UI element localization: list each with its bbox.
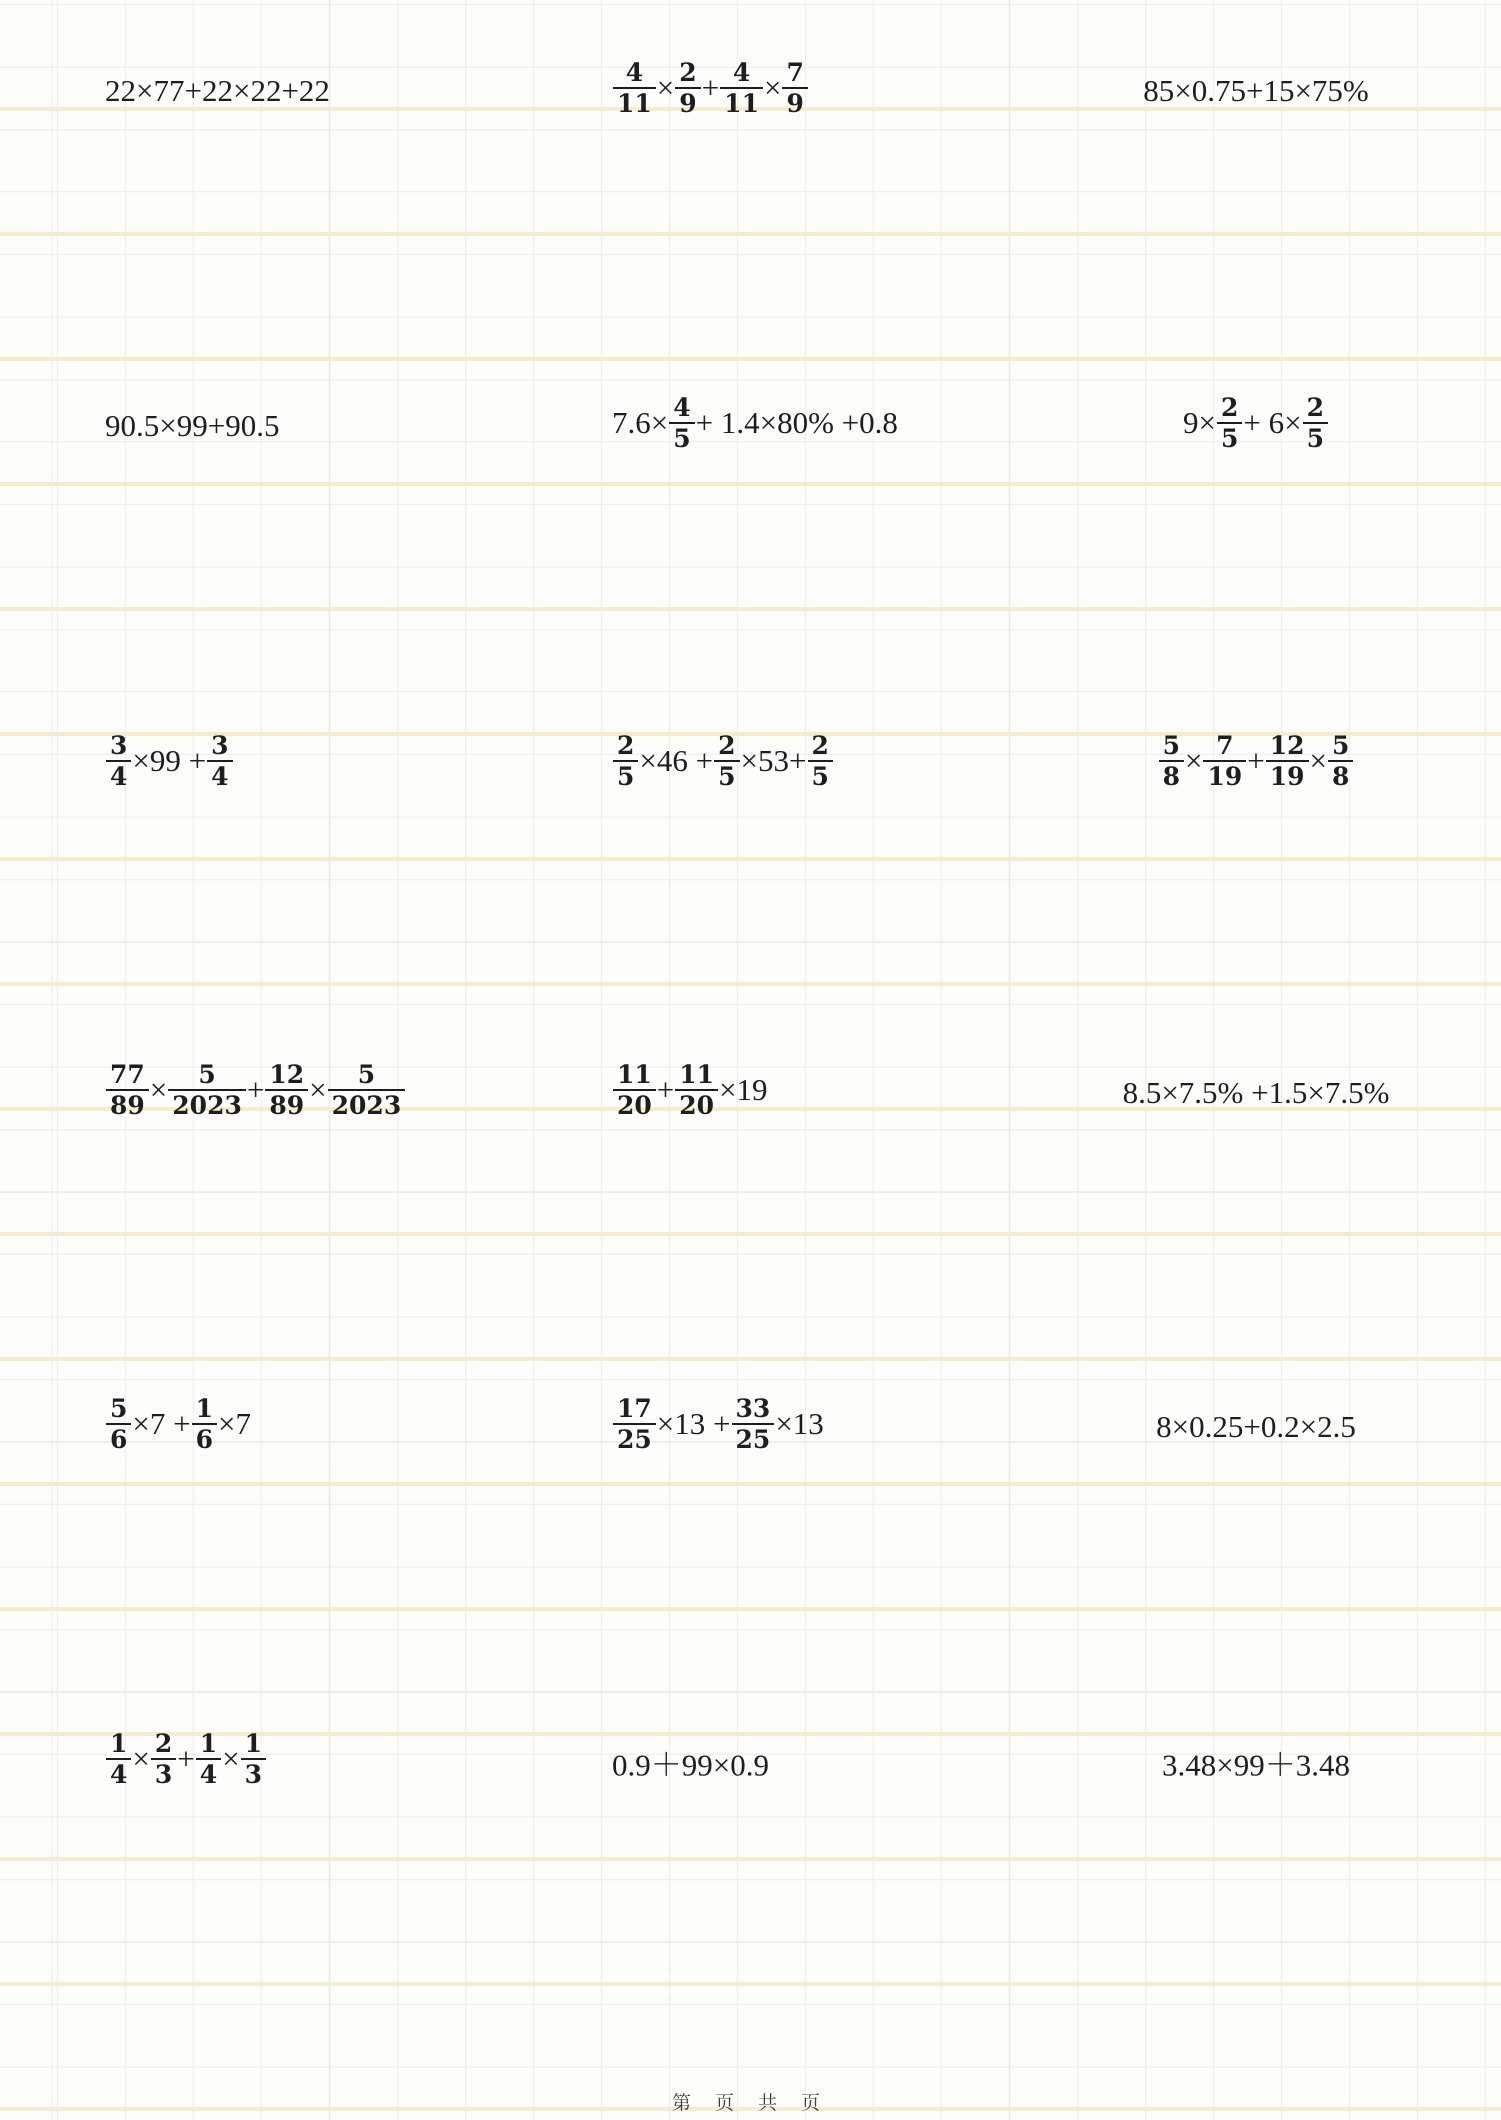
expression-text: × <box>656 70 675 106</box>
fraction <box>669 394 694 452</box>
fraction-numerator: 7 <box>1216 731 1234 760</box>
fraction-numerator: 5 <box>1332 731 1350 760</box>
fraction-numerator: 4 <box>625 58 644 87</box>
fraction-denominator: 89 <box>265 1089 308 1119</box>
fraction-numerator: 5 <box>357 1060 376 1089</box>
expression-text: + <box>246 1072 265 1108</box>
page-footer: 第 页 共 页 <box>671 2092 830 2114</box>
fraction <box>106 1061 149 1119</box>
expression-text: + 6× <box>1243 405 1302 441</box>
fraction-numerator: 1 <box>195 1394 214 1423</box>
fraction-numerator: 5 <box>198 1060 216 1089</box>
fraction <box>196 1730 221 1788</box>
expression-text: 0.9＋99×0.9 <box>612 1747 769 1783</box>
expression-text: 22×77+22×22+22 <box>105 73 330 108</box>
math-expression <box>1030 393 1482 455</box>
fraction-denominator: 19 <box>1266 760 1309 790</box>
fraction-denominator: 2023 <box>168 1089 246 1119</box>
expression-text: ×99 + <box>132 743 207 779</box>
fraction <box>675 59 700 117</box>
fraction <box>106 732 131 790</box>
fraction-numerator: 3 <box>211 731 229 760</box>
fraction-numerator: 2 <box>811 731 829 760</box>
fraction-numerator: 2 <box>154 1729 173 1758</box>
math-expression <box>612 1394 824 1456</box>
math-expression <box>1030 731 1482 793</box>
math-expression <box>105 1060 406 1122</box>
fraction-numerator: 2 <box>718 731 736 760</box>
fraction-numerator: 4 <box>732 58 751 87</box>
fraction-denominator: 20 <box>675 1089 718 1119</box>
math-expression <box>612 1060 768 1122</box>
fraction <box>720 59 763 117</box>
fraction-numerator: 2 <box>1220 393 1239 422</box>
fraction-denominator: 89 <box>106 1089 149 1119</box>
fraction-denominator: 3 <box>241 1758 266 1788</box>
fraction <box>613 1061 656 1119</box>
fraction <box>613 59 656 117</box>
fraction <box>241 1730 266 1788</box>
expression-text: 7.6× <box>612 405 669 441</box>
fraction-denominator: 5 <box>808 760 833 790</box>
fraction-denominator: 5 <box>1303 422 1328 452</box>
fraction <box>1328 732 1353 790</box>
fraction-denominator: 5 <box>669 422 694 452</box>
fraction <box>1203 732 1246 790</box>
math-expression <box>1030 1740 1482 1785</box>
expression-text: × <box>132 1741 150 1777</box>
math-expression <box>105 408 279 444</box>
fraction <box>675 1061 718 1119</box>
expression-text: ×13 <box>775 1406 824 1442</box>
expression-text: ×53+ <box>740 743 807 779</box>
expression-text: ×7 <box>218 1406 252 1442</box>
fraction-denominator: 4 <box>106 760 131 790</box>
fraction-numerator: 11 <box>617 1060 652 1089</box>
fraction-denominator: 25 <box>613 1423 656 1453</box>
expression-text: ×13 + <box>656 1406 731 1442</box>
expression-text: × <box>1184 743 1203 779</box>
fraction <box>328 1061 406 1119</box>
fraction <box>782 59 807 117</box>
math-expression <box>612 393 898 455</box>
fraction-numerator: 12 <box>269 1060 305 1089</box>
fraction <box>1159 732 1184 790</box>
expression-text: × <box>309 1072 327 1108</box>
fraction-denominator: 4 <box>196 1758 221 1788</box>
expression-text: × <box>1309 743 1328 779</box>
fraction-numerator: 2 <box>1306 393 1324 422</box>
expression-text: 85×0.75+15×75% <box>1143 73 1369 108</box>
math-expression <box>1030 73 1482 109</box>
math-expression <box>612 1740 769 1785</box>
fraction-denominator: 19 <box>1203 760 1246 790</box>
fraction-denominator: 5 <box>613 760 638 790</box>
fraction-numerator: 3 <box>110 731 128 760</box>
fraction-numerator: 12 <box>1269 731 1305 760</box>
fraction-denominator: 6 <box>192 1423 217 1453</box>
fraction <box>1303 394 1328 452</box>
fraction-numerator: 11 <box>679 1060 715 1089</box>
fraction <box>168 1061 246 1119</box>
fraction <box>151 1730 176 1788</box>
math-expression <box>105 731 234 793</box>
fraction-numerator: 33 <box>735 1394 771 1423</box>
fraction-denominator: 8 <box>1328 760 1353 790</box>
fraction-numerator: 1 <box>244 1729 263 1758</box>
fraction <box>207 732 232 790</box>
fraction-denominator: 8 <box>1159 760 1184 790</box>
fraction-numerator: 2 <box>679 58 697 87</box>
expression-text: 3.48×99＋3.48 <box>1162 1747 1350 1783</box>
fraction-denominator: 20 <box>613 1089 656 1119</box>
fraction-numerator: 5 <box>110 1394 128 1423</box>
fraction-denominator: 6 <box>106 1423 131 1453</box>
fraction <box>192 1395 217 1453</box>
fraction <box>106 1395 131 1453</box>
math-expression <box>105 1729 267 1791</box>
expression-text: ×19 <box>719 1072 768 1108</box>
expression-text: 9× <box>1182 405 1216 441</box>
math-expression <box>105 1394 252 1456</box>
fraction <box>732 1395 775 1453</box>
expression-text: ×7 + <box>132 1406 191 1442</box>
fraction-denominator: 4 <box>207 760 232 790</box>
fraction-denominator: 11 <box>720 87 763 117</box>
math-expression <box>612 731 834 793</box>
fraction-denominator: 25 <box>732 1423 775 1453</box>
fraction-denominator: 9 <box>675 87 700 117</box>
expression-text: ×46 + <box>639 743 714 779</box>
fraction <box>265 1061 308 1119</box>
fraction-numerator: 7 <box>786 58 804 87</box>
fraction <box>1217 394 1242 452</box>
expression-text: 8.5×7.5% +1.5×7.5% <box>1122 1075 1390 1110</box>
expression-text: + <box>1247 743 1265 779</box>
fraction-denominator: 5 <box>1217 422 1242 452</box>
expression-text: × <box>763 70 782 106</box>
fraction-denominator: 11 <box>613 87 656 117</box>
expression-text: 8×0.25+0.2×2.5 <box>1156 1409 1356 1444</box>
fraction-numerator: 2 <box>617 731 635 760</box>
fraction-numerator: 5 <box>1162 731 1180 760</box>
fraction-denominator: 9 <box>782 87 807 117</box>
fraction-numerator: 77 <box>110 1060 145 1089</box>
fraction-denominator: 2023 <box>328 1089 406 1119</box>
fraction <box>613 1395 656 1453</box>
expression-text: + <box>177 1741 195 1777</box>
expression-text: + 1.4×80% +0.8 <box>695 405 898 441</box>
fraction-denominator: 5 <box>714 760 739 790</box>
fraction-numerator: 1 <box>199 1729 218 1758</box>
fraction <box>1266 732 1309 790</box>
fraction <box>808 732 833 790</box>
fraction <box>714 732 739 790</box>
fraction-denominator: 4 <box>106 1758 131 1788</box>
expression-text: × <box>222 1741 240 1777</box>
expression-text: 90.5×99+90.5 <box>105 408 280 443</box>
expression-text: + <box>656 1072 675 1108</box>
fraction <box>613 732 638 790</box>
fraction-numerator: 17 <box>617 1394 652 1423</box>
math-expression <box>1030 1075 1482 1111</box>
fraction-numerator: 4 <box>673 393 691 422</box>
math-expression <box>1030 1409 1482 1445</box>
fraction-denominator: 3 <box>151 1758 176 1788</box>
math-expression <box>612 58 809 120</box>
expression-text: + <box>701 70 720 106</box>
expression-text: × <box>149 1072 168 1108</box>
fraction-numerator: 1 <box>110 1729 128 1758</box>
math-expression <box>105 73 330 109</box>
fraction <box>106 1730 131 1788</box>
